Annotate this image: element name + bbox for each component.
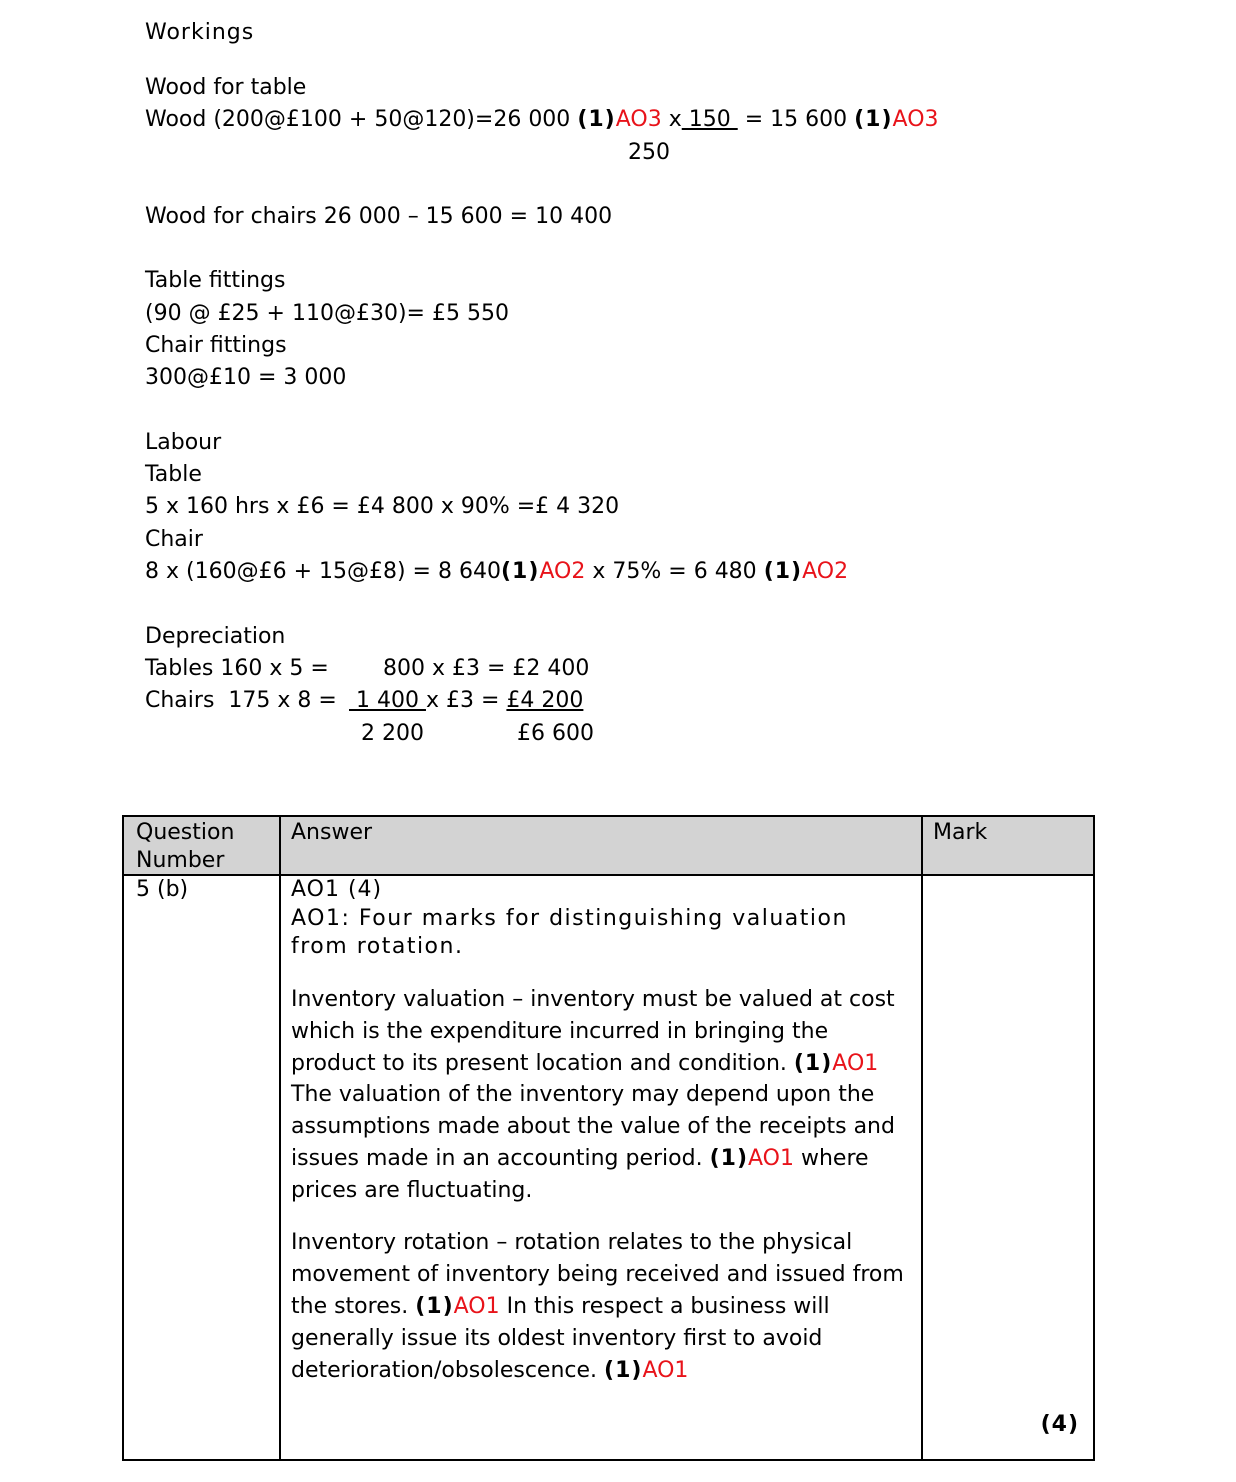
depreciation-total-amount: £6 600 <box>517 721 594 746</box>
question-number: 5 (b) <box>136 877 189 902</box>
wood-for-table-line <box>145 107 939 133</box>
ao-description: AO1: Four marks for distinguishing valuation from rotation. <box>291 905 848 960</box>
answer-paragraph-rotation <box>291 1227 909 1386</box>
table-fittings-heading: Table fittings <box>145 268 286 293</box>
depreciation-chairs-units: 1 400 <box>349 688 426 713</box>
answer-text: Inventory rotation – rotation relates to the physical movement of inventory being received and issued from the stores. <box>291 1230 904 1319</box>
mark-label: (1) <box>854 107 893 132</box>
workings-title: Workings <box>145 20 255 45</box>
labour-table-line: 5 x 160 hrs x £6 = £4 800 x 90% =£ 4 320 <box>145 494 620 519</box>
depreciation-chairs-line <box>349 688 583 714</box>
header-mark-cell <box>922 816 1094 875</box>
fraction-numerator: 150 <box>681 107 738 132</box>
depreciation-chairs-rate: x £3 = <box>425 688 507 713</box>
ao-tag: AO2 <box>802 559 849 584</box>
mark-label: (1) <box>604 1357 643 1383</box>
mark-total: (4) <box>1040 1412 1079 1437</box>
mark-label: (1) <box>577 107 616 132</box>
ao-tag: AO1 <box>832 1050 879 1076</box>
header-mark: Mark <box>933 820 988 845</box>
depreciation-tables-units: 800 x £3 = £2 400 <box>383 656 590 681</box>
fraction-denominator: 250 <box>628 140 670 165</box>
wood-line-text: Wood (200@£100 + 50@120)=26 000 <box>145 107 578 132</box>
mark-label: (1) <box>500 559 540 584</box>
answer-content <box>281 876 921 1386</box>
header-question-cell <box>123 816 280 875</box>
labour-chair-line <box>145 559 848 585</box>
table-row <box>123 875 1094 1460</box>
mark-scheme-table <box>122 815 1095 1461</box>
table-header-row <box>123 816 1094 875</box>
header-answer-cell <box>280 816 922 875</box>
depreciation-chairs-label: Chairs 175 x 8 = <box>145 688 337 713</box>
mark-label: (1) <box>709 1146 748 1172</box>
answer-cell <box>280 875 922 1460</box>
ao-tag: AO3 <box>615 107 662 132</box>
ao-tag: AO2 <box>539 559 586 584</box>
ao-tag: AO1 <box>642 1357 689 1383</box>
chair-fittings-line: 300@£10 = 3 000 <box>145 365 347 390</box>
labour-chair-heading: Chair <box>145 527 203 552</box>
header-question: Question Number <box>136 820 235 873</box>
table-fittings-line: (90 @ £25 + 110@£30)= £5 550 <box>145 301 509 326</box>
labour-table-heading: Table <box>145 462 202 487</box>
wood-for-table-heading: Wood for table <box>145 75 307 100</box>
depreciation-tables-label: Tables 160 x 5 = <box>145 656 329 681</box>
mark-label: (1) <box>763 559 803 584</box>
ao-tag: AO1 <box>748 1146 794 1172</box>
depreciation-total-units: 2 200 <box>361 721 424 746</box>
mark-cell <box>922 875 1094 1460</box>
depreciation-heading: Depreciation <box>145 624 286 649</box>
answer-text: In this respect a business will generally issue its oldest inventory first to avoid deterioration/obsolescence. <box>291 1293 830 1383</box>
labour-heading: Labour <box>145 430 222 455</box>
labour-chair-result: x 75% = 6 480 <box>585 559 764 584</box>
depreciation-chairs-amount: £4 200 <box>506 688 584 713</box>
chair-fittings-heading: Chair fittings <box>145 333 287 358</box>
mark-label: (1) <box>415 1293 454 1319</box>
wood-for-chairs-line: Wood for chairs 26 000 – 15 600 = 10 400 <box>145 204 613 229</box>
ao-line: AO1 (4) <box>291 877 383 902</box>
multiply-sign: x <box>661 107 682 132</box>
wood-result-text: = 15 600 <box>737 107 855 132</box>
answer-paragraph-valuation <box>291 984 909 1207</box>
labour-chair-text: 8 x (160@£6 + 15@£8) = 8 640 <box>145 559 501 584</box>
answer-text: The valuation of the inventory may depend upon the assumptions made about the value of the receipts and issues made in an accounting period. <box>291 1082 895 1172</box>
question-cell <box>123 875 280 1460</box>
answer-text: where prices are fluctuating. <box>291 1146 869 1204</box>
answer-text: Inventory valuation – inventory must be valued at cost which is the expenditure incurred in bringing the product to its present location and condition. <box>291 986 895 1076</box>
ao-tag: AO1 <box>453 1293 500 1319</box>
header-answer: Answer <box>291 820 373 845</box>
ao-tag: AO3 <box>892 107 939 132</box>
mark-label: (1) <box>793 1050 833 1076</box>
